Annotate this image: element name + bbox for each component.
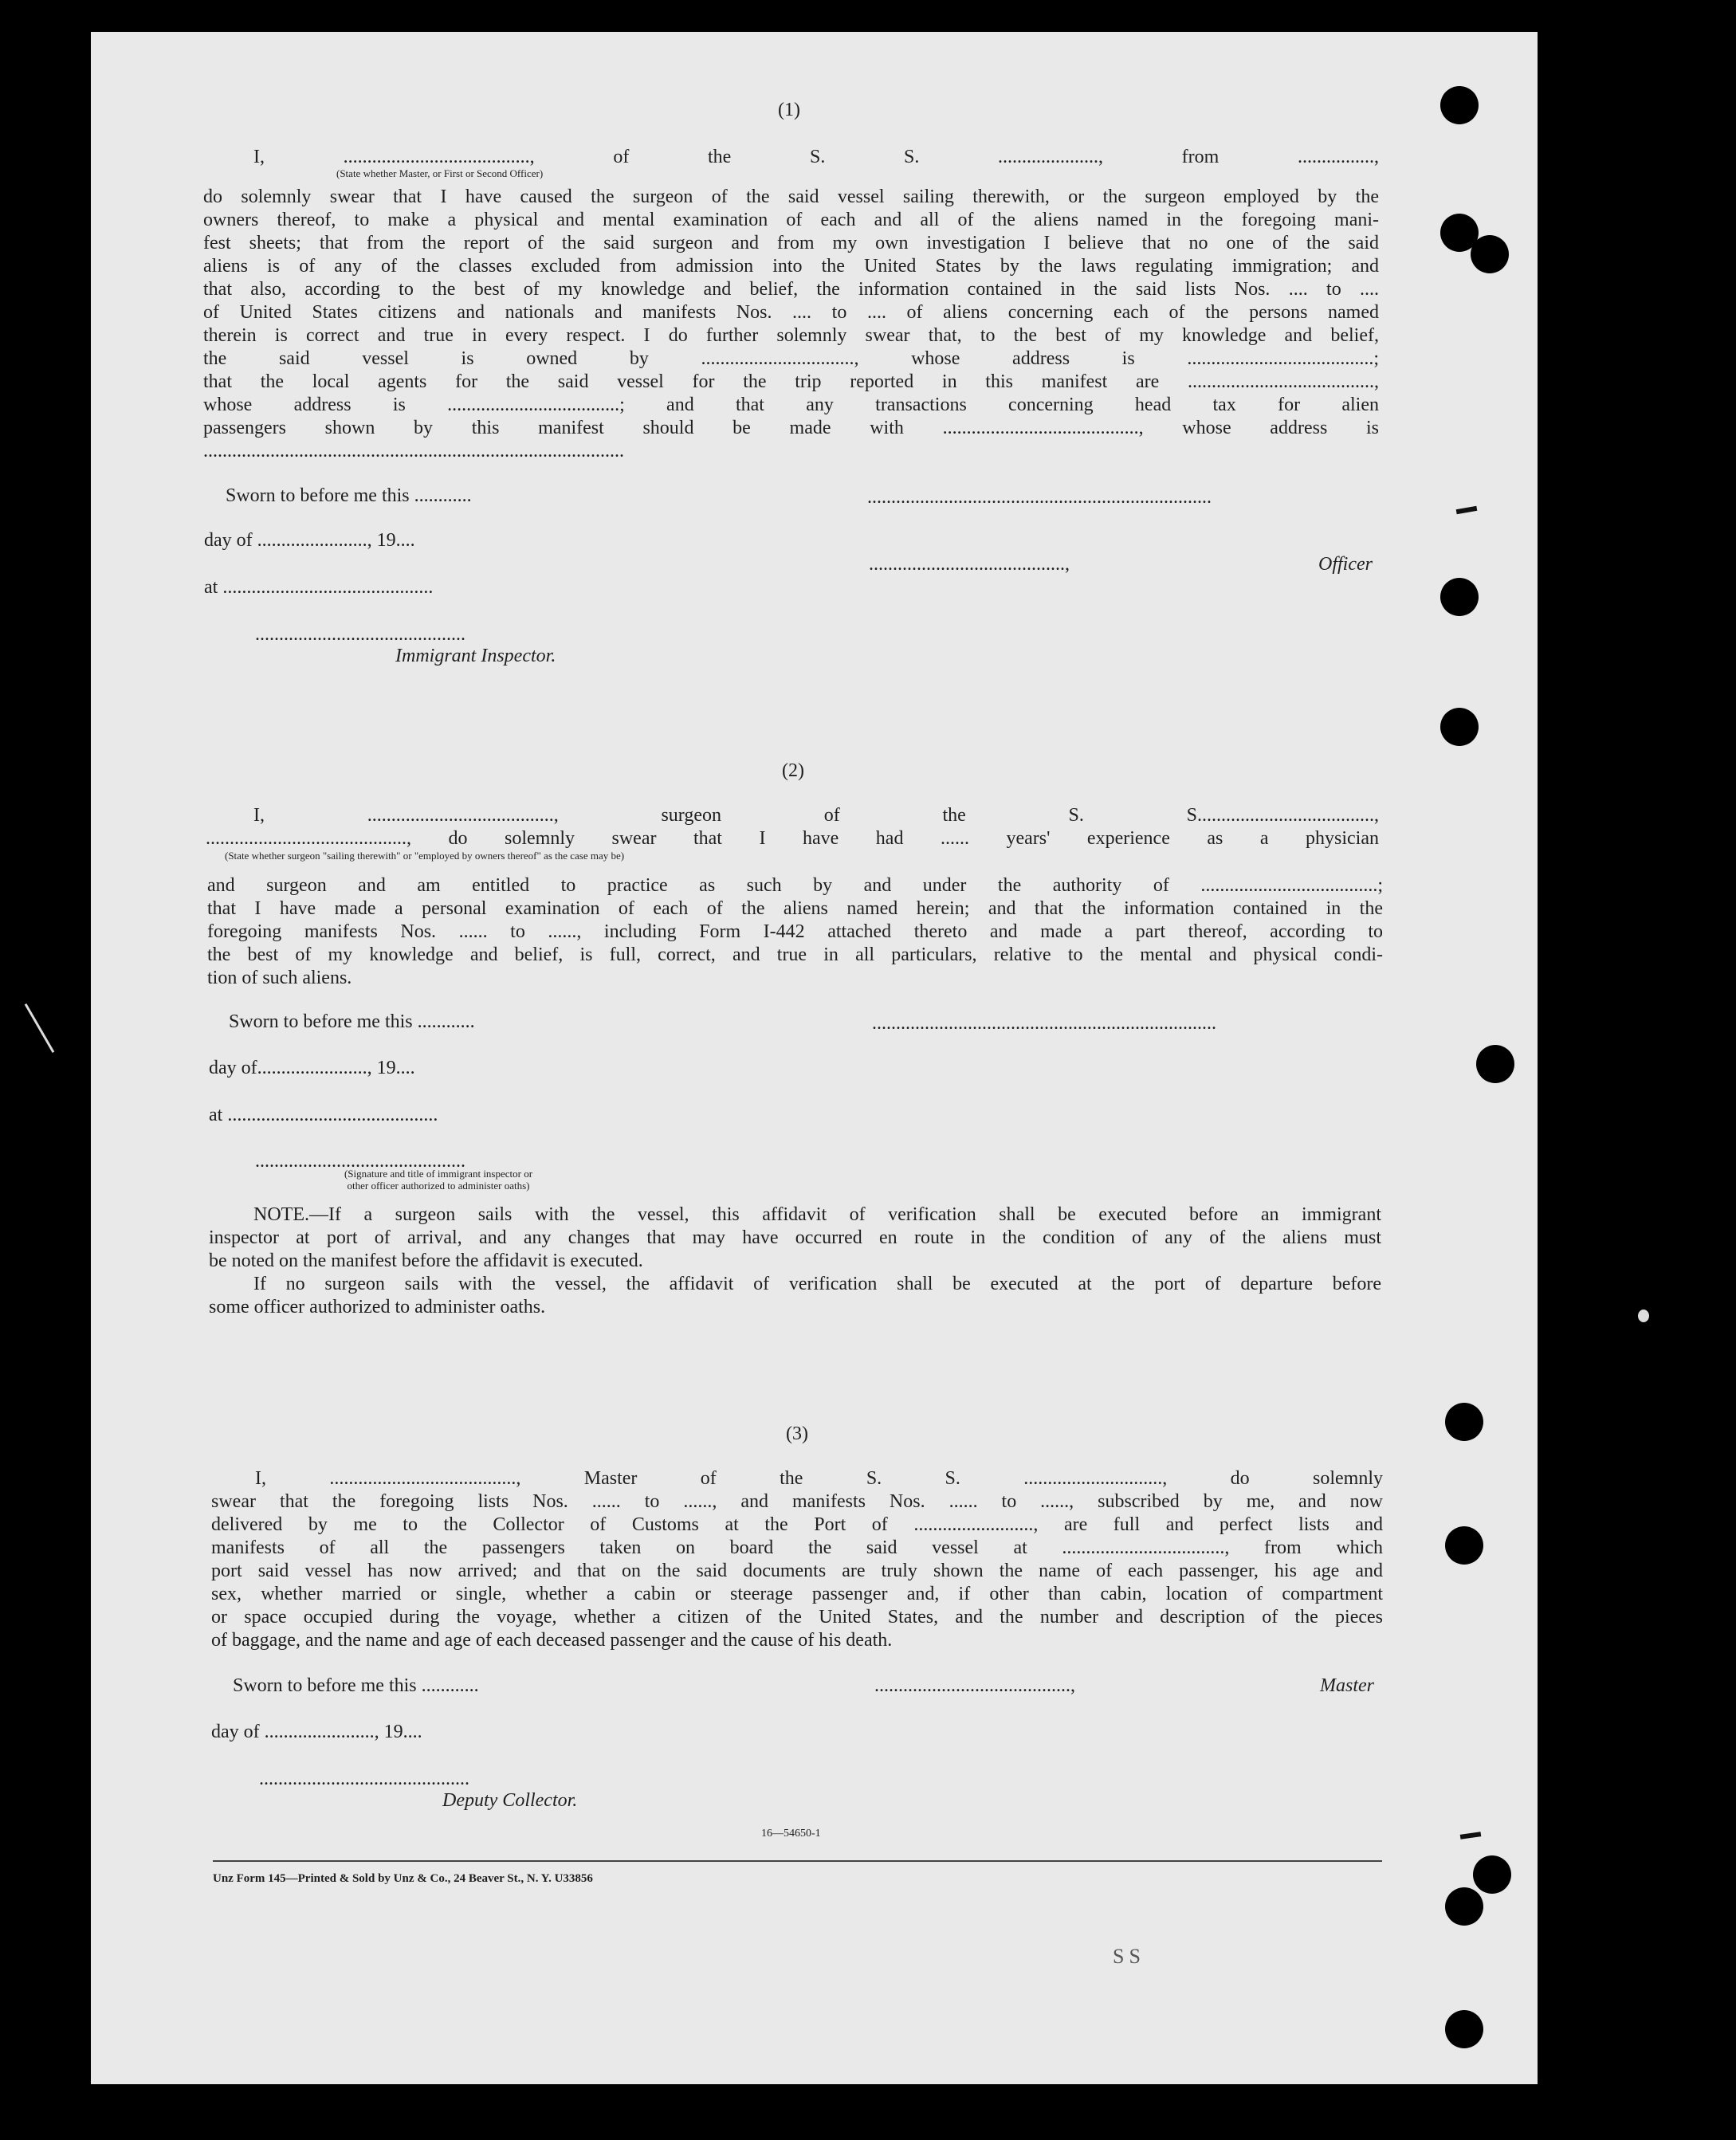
section-1-inspector: Immigrant Inspector.	[395, 646, 556, 666]
section-3-deputy: Deputy Collector.	[442, 1790, 578, 1811]
section-1-at: at ............................................	[204, 577, 434, 598]
section-3-master-dots: .........................................,	[874, 1675, 1075, 1696]
section-1-paragraph-line: the said vessel is owned by ................................, whose address is .......................................;	[203, 348, 1379, 369]
section-2-at: at ............................................	[209, 1105, 438, 1125]
section-2-note-line: some officer authorized to administer oaths.	[209, 1297, 546, 1317]
section-1-paragraph-line: fest sheets; that from the report of the said surgeon and from my own investigation I believe that no one of the said	[203, 233, 1379, 253]
section-2-day: day of......................., 19....	[209, 1058, 415, 1078]
section-2-paragraph-line: and surgeon and am entitled to practice as such by and under the authority of .....................................;	[207, 875, 1383, 896]
section-1-line: I, ......................................., of the S. S. ....................., from ................,	[253, 147, 1379, 167]
section-1-paragraph-line: do solemnly swear that I have caused the surgeon of the said vessel sailing therewith, or the surgeon employed by the	[203, 187, 1379, 207]
punch-hole	[1440, 578, 1479, 616]
section-2-note-line: If no surgeon sails with the vessel, the affidavit of verification shall be executed at the port of departure before	[253, 1274, 1381, 1294]
section-2-line: .........................................., do solemnly swear that I have had ...... years' experience as a physician	[206, 828, 1379, 849]
section-1-paragraph-line: whose address is ....................................; and that any transactions concerning head tax for alien	[203, 395, 1379, 415]
section-1-sig-dots: ............................................	[255, 624, 465, 645]
section-3-paragraph-line: I, ......................................., Master of the S. S. ............................., do solemnly	[255, 1468, 1383, 1489]
section-1-right-dots: ........................................................................	[867, 487, 1212, 508]
section-2-paragraph-line: foregoing manifests Nos. ...... to ......, including Form I-442 attached thereto and made a part thereof, according to	[207, 921, 1383, 942]
punch-hole	[1440, 708, 1479, 746]
speck	[25, 1003, 55, 1053]
footer-rule	[213, 1860, 1382, 1862]
section-3-day: day of ......................., 19....	[211, 1722, 422, 1742]
section-1-paragraph-line: owners thereof, to make a physical and mental examination of each and all of the aliens named in the foregoing mani-	[203, 210, 1379, 230]
section-1-paragraph-line: therein is correct and true in every respect. I do further solemnly swear that, to the best of my knowledge and belief,	[203, 325, 1379, 346]
section-1-paragraph-line: that also, according to the best of my knowledge and belief, the information contained in the said lists Nos. .... to ....	[203, 279, 1379, 300]
section-3-paragraph-line: swear that the foregoing lists Nos. ...... to ......, and manifests Nos. ...... to ......, subscribed by me, and now	[211, 1491, 1383, 1512]
section-3-paragraph-line: or space occupied during the voyage, whether a citizen of the United States, and the number and description of the pieces	[211, 1607, 1383, 1628]
section-3-paragraph-line: sex, whether married or single, whether a cabin or steerage passenger and, if other than cabin, location of compartment	[211, 1584, 1383, 1604]
section-1-day: day of ......................., 19....	[204, 530, 415, 551]
section-3-paragraph-line: of baggage, and the name and age of each deceased passenger and the cause of his death.	[211, 1630, 893, 1651]
punch-hole	[1440, 86, 1479, 124]
speck	[1638, 1310, 1649, 1322]
section-1-paragraph-line: of United States citizens and nationals and manifests Nos. .... to .... of aliens concerning each of the persons named	[203, 302, 1379, 323]
section-1-heading: (1)	[778, 100, 800, 120]
section-3-sig-dots: ............................................	[259, 1769, 469, 1789]
section-2-paragraph-line: that I have made a personal examination of each of the aliens named herein; and that the information contained in the	[207, 898, 1383, 919]
section-3-paragraph-line: delivered by me to the Collector of Customs at the Port of ........................., are full and perfect lists and	[211, 1514, 1383, 1535]
section-3-paragraph-line: port said vessel has now arrived; and that on the said documents are truly shown the name of each passenger, his age and	[211, 1561, 1383, 1581]
form-number: 16—54650-1	[761, 1828, 821, 1840]
section-1-paragraph-line: aliens is of any of the classes excluded from admission into the United States by the laws regulating immigration; and	[203, 256, 1379, 277]
section-2-sig-caption: (Signature and title of immigrant inspector or	[344, 1168, 533, 1180]
section-1-officer: Officer	[1318, 554, 1373, 575]
section-2-note-line: be noted on the manifest before the affidavit is executed.	[209, 1251, 643, 1271]
section-1-sworn: Sworn to before me this ............	[226, 485, 472, 506]
section-3-master: Master	[1320, 1675, 1374, 1696]
section-3-heading: (3)	[786, 1423, 808, 1444]
printer-credit: Unz Form 145—Printed & Sold by Unz & Co., 24 Beaver St., N. Y. U33856	[213, 1872, 593, 1885]
section-1-paragraph-line: that the local agents for the said vessel for the trip reported in this manifest are .......................................,	[203, 371, 1379, 392]
punch-hole	[1445, 2010, 1483, 2048]
section-1-paragraph-line: passengers shown by this manifest should be made with ........................................., whose address is	[203, 418, 1379, 438]
punch-hole	[1445, 1403, 1483, 1441]
section-2-heading: (2)	[782, 760, 804, 781]
section-1-paragraph-line: ........................................................................................	[203, 441, 624, 461]
punch-hole	[1473, 1855, 1511, 1894]
punch-hole	[1445, 1526, 1483, 1565]
section-1-caption: (State whether Master, or First or Second Officer)	[336, 167, 544, 179]
section-2-sig-dots: ............................................	[255, 1151, 465, 1172]
section-2-line: I, ......................................., surgeon of the S. S.....................................,	[253, 805, 1379, 826]
ink-stamp: SS	[1113, 1945, 1145, 1968]
punch-hole	[1471, 235, 1509, 273]
section-2-right-dots: ........................................................................	[872, 1013, 1216, 1034]
section-2-note-line: inspector at port of arrival, and any changes that may have occurred en route in the condition of any of the aliens must	[209, 1227, 1381, 1248]
section-3-paragraph-line: manifests of all the passengers taken on board the said vessel at .................................., from which	[211, 1537, 1383, 1558]
section-3-sworn: Sworn to before me this ............	[233, 1675, 479, 1696]
section-1-officer-dots: .........................................,	[869, 554, 1070, 575]
section-2-sworn: Sworn to before me this ............	[229, 1011, 475, 1032]
punch-hole	[1445, 1887, 1483, 1926]
section-2-paragraph-line: the best of my knowledge and belief, is full, correct, and true in all particulars, relative to the mental and physical condi-	[207, 944, 1383, 965]
section-2-caption: (State whether surgeon "sailing therewith" or "employed by owners thereof" as the case may be)	[225, 850, 625, 862]
section-2-paragraph-line: tion of such aliens.	[207, 968, 352, 988]
section-2-note-line: NOTE.—If a surgeon sails with the vessel, this affidavit of verification shall be executed before an immigrant	[253, 1204, 1381, 1225]
section-2-sig-caption: other officer authorized to administer oaths)	[347, 1180, 530, 1192]
punch-hole	[1476, 1045, 1514, 1083]
